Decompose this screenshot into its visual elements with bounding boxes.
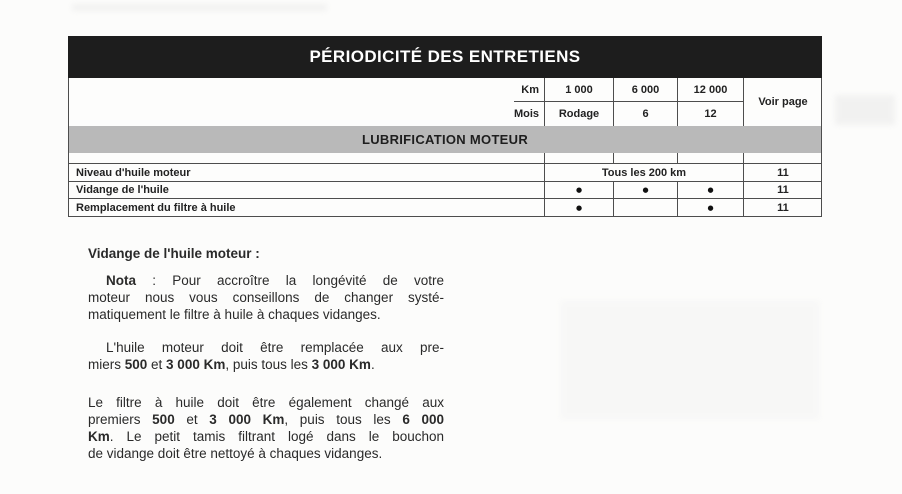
row-filtre-mark-6000 [613, 198, 677, 216]
notes-paragraph: Le filtre à huile doit être également changé aux premiers 500 et 3 000 Km, puis tous les 6 000 Km. Le petit tamis filtrant logé dans le bouchon de vidange doit être nettoyé à chaques vidanges. [88, 395, 445, 461]
notes-paragraph: L'huile moteur doit être remplacée aux pre- miers 500 et 3 000 Km, puis tous les 3 000 Km. [88, 340, 444, 372]
header-mois-6: 6 [613, 102, 677, 126]
table-title: PÉRIODICITÉ DES ENTRETIENS [309, 47, 581, 66]
table-body [68, 78, 822, 217]
scan-bleed-artifact [72, 4, 327, 11]
header-mois-rodage: Rodage [544, 102, 613, 126]
row-vidange-mark-1000: ● [544, 181, 613, 198]
header-km-12000: 12 000 [677, 78, 743, 102]
row-niveau-page: 11 [743, 163, 822, 181]
spacer-cell [69, 153, 544, 163]
section-band [69, 126, 821, 153]
scan-bleed-artifact [835, 95, 895, 125]
spacer-cell [743, 153, 822, 163]
notes-section [88, 246, 444, 478]
header-mois-12: 12 [677, 102, 743, 126]
spacer-cell [677, 153, 743, 163]
table-rows [69, 153, 821, 216]
row-filtre-mark-12000: ● [677, 198, 743, 216]
scan-bleed-artifact [560, 300, 820, 420]
header-km-6000: 6 000 [613, 78, 677, 102]
row-niveau-interval: Tous les 200 km [544, 163, 743, 181]
row-vidange-mark-12000: ● [677, 181, 743, 198]
spacer-cell [613, 153, 677, 163]
maintenance-schedule-table [68, 36, 822, 217]
notes-paragraphs [88, 272, 444, 462]
header-voir-page: Voir page [743, 78, 822, 126]
row-label-remplacement-filtre: Remplacement du filtre à huile [69, 198, 544, 216]
row-vidange-mark-6000: ● [613, 181, 677, 198]
header-mois-label: Mois [513, 108, 539, 120]
header-km-1000: 1 000 [544, 78, 613, 102]
row-vidange-page: 11 [743, 181, 822, 198]
header-km-label: Km [514, 78, 544, 102]
table-title-band [68, 36, 822, 78]
header-spacer [69, 78, 514, 126]
section-title: LUBRIFICATION MOTEUR [361, 132, 529, 147]
row-label-vidange-huile: Vidange de l'huile [69, 181, 544, 198]
spacer-cell [544, 153, 613, 163]
row-filtre-mark-1000: ● [544, 198, 613, 216]
notes-heading: Vidange de l'huile moteur : [88, 246, 260, 261]
table-header [69, 78, 821, 126]
notes-paragraph: Nota : Pour accroître la longévité de votre moteur nous vous conseillons de changer systé- matiquement le filtre à huile à chaques vidanges. [88, 273, 444, 322]
row-label-niveau-huile: Niveau d'huile moteur [69, 163, 544, 181]
row-filtre-page: 11 [743, 198, 822, 216]
